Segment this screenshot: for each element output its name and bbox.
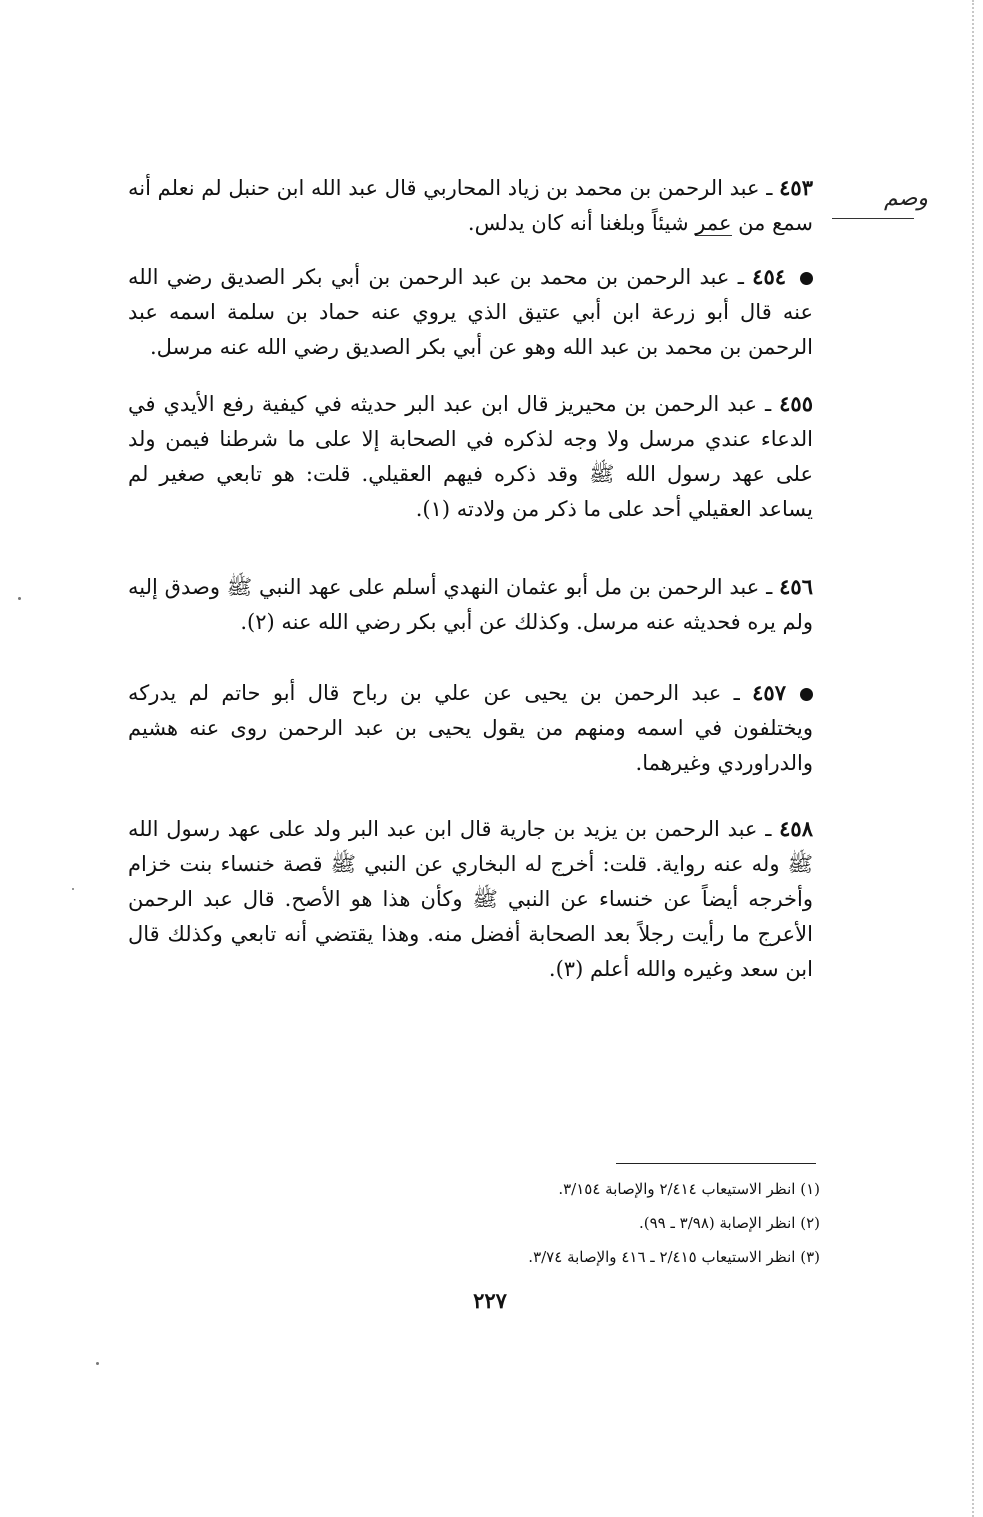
underlined-word: عمر — [695, 211, 732, 235]
entry-text: ـ عبد الرحمن بن يزيد بن جارية قال ابن عبد البر ولد على عهد رسول الله ﷺ وله عنه رواية. قلت: أخرج له البخاري عن النبي ﷺ قصة خنساء بنت خزام وأخرجه أيضاً عن خنساء عن النبي ﷺ وكأن هذا هو الأصح. قال عبد الرحمن الأعرج ما رأيت رجلاً بعد الصحابة أفضل منه. وهذا يقتضي أنه تابعي وكذلك قال ابن سعد وغيره والله أعلم (٣). — [128, 817, 813, 981]
entry-453 — [128, 170, 813, 241]
entry-number: ٤٥٥ — [779, 391, 813, 416]
entry-text: شيئاً وبلغنا أنه كان يدلس. — [467, 211, 696, 235]
entry-455 — [128, 386, 813, 527]
entry-457 — [128, 675, 813, 781]
entry-number: ٤٥٦ — [779, 574, 813, 599]
scan-speck — [72, 888, 74, 890]
entry-number: ٤٥٤ — [752, 264, 787, 289]
page-number: ٢٢٧ — [473, 1288, 507, 1313]
handwritten-margin-note: وصم — [838, 186, 928, 211]
bullet-dot-icon — [800, 688, 813, 701]
footnote-divider — [616, 1163, 816, 1164]
footnote-2: (٢) انظر الإصابة (٣/٩٨ ـ ٩٩). — [638, 1214, 820, 1232]
scan-speck — [96, 1362, 99, 1365]
bullet-dot-icon — [800, 272, 813, 285]
entry-number: ٤٥٧ — [752, 680, 786, 705]
scan-speck — [18, 597, 21, 600]
page-edge-dotted-line — [972, 0, 974, 1517]
entry-number: ٤٥٨ — [779, 816, 813, 841]
entry-458 — [128, 811, 813, 987]
footnote-1: (١) انظر الاستيعاب ٢/٤١٤ والإصابة ٣/١٥٤. — [558, 1180, 820, 1198]
entry-text: ـ عبد الرحمن بن مل أبو عثمان النهدي أسلم على عهد النبي ﷺ وصدق إليه ولم يره فحديثه عنه مرسل. وكذلك عن أبي بكر رضي الله عنه (٢). — [128, 575, 813, 634]
entry-456 — [128, 569, 813, 640]
entry-text: ـ عبد الرحمن بن محمد بن زياد المحاربي قال عبد الله ابن حنبل لم نعلم أنه سمع من — [128, 176, 813, 235]
entry-text: ـ عبد الرحمن بن محمد بن عبد الرحمن بن أبي بكر الصديق رضي الله عنه قال أبو زرعة ابن أبي عتيق الذي يروي عنه حماد بن سلمة اسمه عبد الرحمن بن محمد بن عبد الله وهو عن أبي بكر الصديق رضي الله عنه مرسل. — [128, 265, 813, 359]
entry-text: ـ عبد الرحمن بن يحيى عن علي بن رباح قال أبو حاتم لم يدركه ويختلفون في اسمه ومنهم من يقول يحيى بن عبد الرحمن روى عنه هشيم والدراوردي وغيرهما. — [128, 681, 813, 775]
footnotes — [380, 1172, 820, 1274]
entries-list — [128, 170, 813, 987]
entry-text: ـ عبد الرحمن بن محيريز قال ابن عبد البر حديثه في كيفية رفع الأيدي في الدعاء عندي مرسل ولا وجه لذكره في الصحابة إلا على ما شرطنا فيمن ولد على عهد رسول الله ﷺ وقد ذكره فيهم العقيلي. قلت: هو تابعي صغير لم يساعد العقيلي أحد على ما ذكر من ولادته (١). — [128, 392, 813, 521]
entry-number: ٤٥٣ — [779, 175, 813, 200]
footnote-3: (٣) انظر الاستيعاب ٢/٤١٥ ـ ٤١٦ والإصابة ٣/٧٤. — [528, 1248, 820, 1266]
entry-454 — [128, 259, 813, 365]
